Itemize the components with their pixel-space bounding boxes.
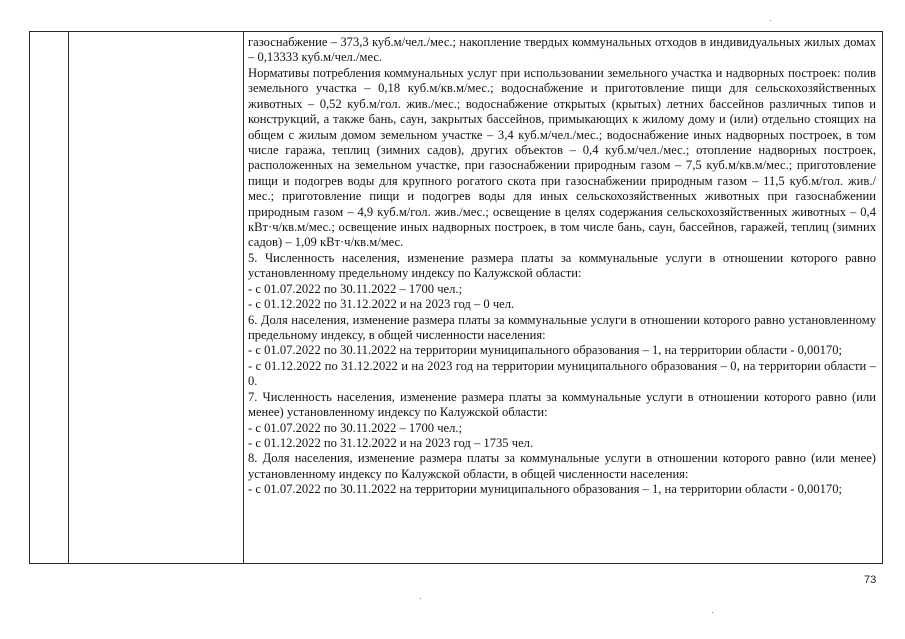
table-cell-content bbox=[244, 32, 883, 564]
paragraph-item-6: 6. Доля населения, изменение размера платы за коммунальные услуги в отношении которого равно установленному предельному индексу, в общей численности населения: bbox=[248, 312, 876, 343]
paragraph-item-8-period-1: - с 01.07.2022 по 30.11.2022 на территории муниципального образования – 1, на территории области - 0,00170; bbox=[248, 482, 843, 497]
paragraph-gas-supply: газоснабжение – 373,3 куб.м/чел./мес.; накопление твердых коммунальных отходов в индивидуальных жилых домах – 0,13333 куб.м/чел./мес. bbox=[248, 35, 876, 65]
content-table bbox=[29, 31, 883, 564]
table-cell-name bbox=[69, 32, 244, 564]
table-cell-number bbox=[30, 32, 69, 564]
table-row bbox=[30, 32, 883, 564]
paragraph-item-7: 7. Численность населения, изменение размера платы за коммунальные услуги в отношении которого равно (или менее) установленному индексу по Калужской области: bbox=[248, 389, 876, 420]
paragraph-item-5: 5. Численность населения, изменение размера платы за коммунальные услуги в отношении которого равно установленному предельному индексу по Калужской области: bbox=[248, 250, 876, 281]
paragraph-item-8: 8. Доля населения, изменение размера платы за коммунальные услуги в отношении которого равно (или менее) установленному индексу по Калужской области, в общей численности населения: bbox=[248, 451, 876, 481]
paragraph-item-7-period-2: - с 01.12.2022 по 31.12.2022 и на 2023 год – 1735 чел. bbox=[248, 435, 534, 450]
paragraph-land-plot-norms: Нормативы потребления коммунальных услуг при использовании земельного участка и надворных построек: полив земельного участка – 0,18 куб.м/кв.м/мес.; водоснабжение и приготовление пищи для сельскохозяйственных животных – 0,52 куб.м/гол. жив./мес.; водоснабжение открытых (крытых) летних бассейнов различных типов и конструкций, а также бань, саун, закрытых бассейнов, примыкающих к жилому дому и (или) отдельно стоящих на общем с жилым домом земельном участке – 3,4 куб.м/чел./мес.; водоснабжение иных надворных построек, в том числе гаража, теплиц (зимних садов), других объектов – 0,4 куб.м/чел./мес.; отопление надворных построек, расположенных на земельном участке, при газоснабжении природным газом – 7,5 куб.м/кв.м/мес.; приготовление пищи и подогрев воды для крупного рогатого скота при газоснабжении природным газом – 11,5 куб.м/гол. жив./мес.; приготовление пищи и подогрев воды для иных сельскохозяйственных животных при газоснабжении природным газом – 4,9 куб.м/гол. жив./мес.; освещение в целях содержания сельскохозяйственных животных – 0,4 кВт·ч/кв.м/мес.; освещение иных надворных построек, в том числе бань, саун, бассейнов, гаражей, теплиц (зимних садов) – 1,09 кВт·ч/кв.м/мес. bbox=[248, 65, 876, 250]
scan-speck bbox=[770, 20, 771, 21]
scan-speck bbox=[420, 598, 421, 599]
paragraph-item-5-period-1: - с 01.07.2022 по 30.11.2022 – 1700 чел.; bbox=[248, 281, 463, 296]
cell-text bbox=[244, 32, 882, 498]
page-number: 73 bbox=[864, 574, 877, 586]
paragraph-item-6-period-2: - с 01.12.2022 по 31.12.2022 и на 2023 год на территории муниципального образования – 0, на территории области – 0. bbox=[248, 358, 876, 389]
paragraph-item-5-period-2: - с 01.12.2022 по 31.12.2022 и на 2023 год – 0 чел. bbox=[248, 297, 515, 312]
paragraph-item-6-period-1: - с 01.07.2022 по 30.11.2022 на территории муниципального образования – 1, на территории области - 0,00170; bbox=[248, 343, 843, 358]
paragraph-item-7-period-1: - с 01.07.2022 по 30.11.2022 – 1700 чел.; bbox=[248, 420, 463, 435]
scan-speck bbox=[712, 612, 713, 613]
